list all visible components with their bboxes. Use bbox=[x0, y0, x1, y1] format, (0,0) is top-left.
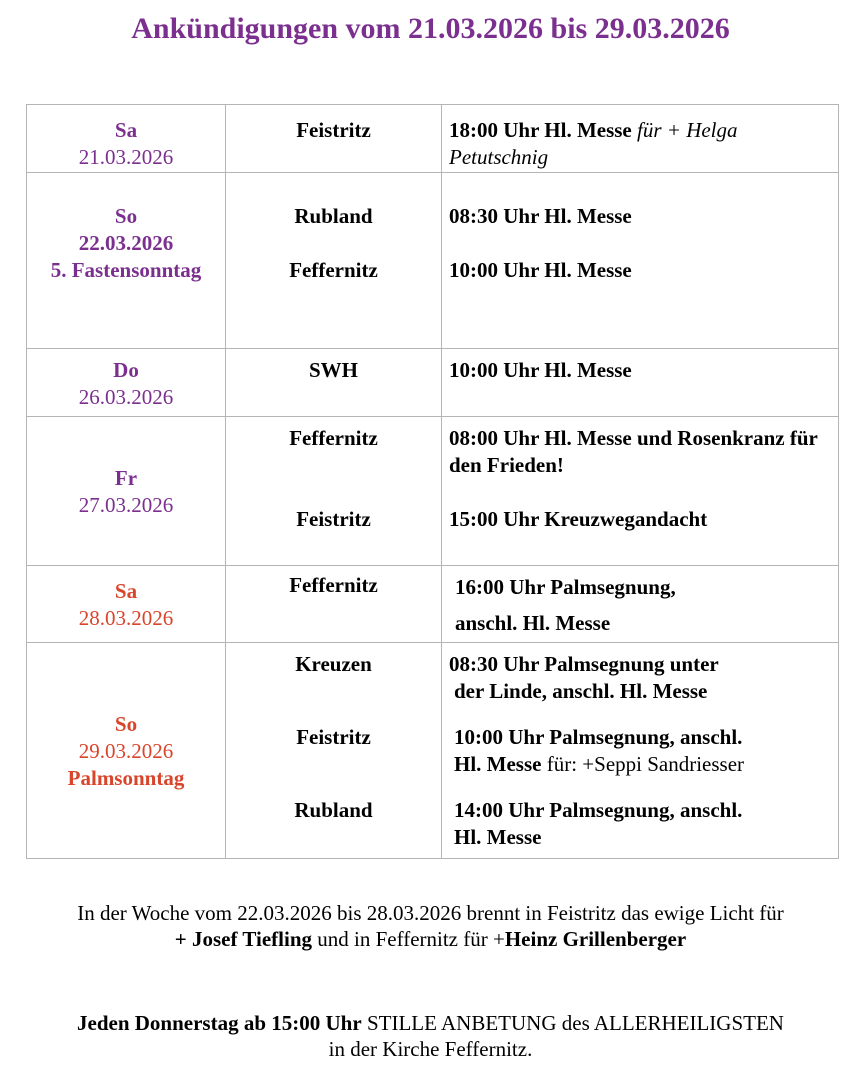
date: 28.03.2026 bbox=[78, 606, 174, 630]
location: Kreuzen bbox=[295, 652, 372, 676]
location: Feistritz bbox=[296, 118, 371, 142]
adoration-line-2: in der Kirche Feffernitz. bbox=[328, 1037, 533, 1061]
service: Hl. Messe bbox=[454, 825, 542, 849]
page-title: Ankündigungen vom 21.03.2026 bis 29.03.2026 bbox=[131, 12, 730, 45]
day-cell bbox=[27, 643, 226, 859]
service-time: 18:00 Uhr Hl. Messe bbox=[449, 118, 638, 142]
date: 26.03.2026 bbox=[78, 385, 174, 409]
location-cell bbox=[226, 173, 442, 349]
location: Feistritz bbox=[296, 725, 371, 749]
service: 08:30 Uhr Hl. Messe bbox=[449, 204, 632, 228]
location: Rubland bbox=[294, 798, 373, 822]
service: 10:00 Uhr Hl. Messe bbox=[449, 358, 632, 382]
service: 15:00 Uhr Kreuzwegandacht bbox=[449, 507, 708, 531]
date: 21.03.2026 bbox=[78, 145, 174, 169]
service bbox=[449, 751, 838, 778]
table-row bbox=[27, 566, 839, 643]
occasion: Palmsonntag bbox=[67, 766, 185, 790]
service-intention: für + Helga Petutschnig bbox=[449, 118, 738, 169]
day-cell bbox=[27, 105, 226, 173]
location: Feffernitz bbox=[289, 573, 378, 597]
location-cell bbox=[226, 417, 442, 566]
location: Feffernitz bbox=[289, 258, 378, 282]
location-cell bbox=[226, 643, 442, 859]
weekday: Fr bbox=[114, 466, 138, 490]
date: 22.03.2026 bbox=[78, 231, 174, 255]
table-row bbox=[27, 643, 839, 859]
eternal-light-line-2 bbox=[0, 926, 861, 952]
date: 27.03.2026 bbox=[78, 493, 174, 517]
service-cell bbox=[442, 566, 839, 643]
table-row bbox=[27, 349, 839, 417]
weekday: Do bbox=[113, 358, 139, 382]
name-1: + Josef Tiefling bbox=[174, 927, 312, 951]
service-cell bbox=[442, 349, 839, 417]
service: anschl. Hl. Messe bbox=[455, 611, 611, 635]
location-cell bbox=[226, 105, 442, 173]
weekday: Sa bbox=[114, 579, 138, 603]
adoration-time: Jeden Donnerstag ab 15:00 Uhr bbox=[77, 1011, 362, 1035]
service-cell bbox=[442, 105, 839, 173]
table-row bbox=[27, 417, 839, 566]
day-cell bbox=[27, 173, 226, 349]
eternal-light-notice bbox=[0, 900, 861, 952]
service-cell bbox=[442, 417, 839, 566]
weekday: So bbox=[114, 204, 138, 228]
date: 29.03.2026 bbox=[78, 739, 174, 763]
location: Feistritz bbox=[296, 507, 371, 531]
adoration-notice bbox=[0, 1010, 861, 1062]
day-cell bbox=[27, 349, 226, 417]
service: 08:00 Uhr Hl. Messe und Rosenkranz für den Frieden! bbox=[449, 426, 818, 477]
service: 14:00 Uhr Palmsegnung, anschl. bbox=[454, 798, 743, 822]
service: 16:00 Uhr Palmsegnung, bbox=[455, 575, 676, 599]
adoration-line-1 bbox=[0, 1010, 861, 1036]
location: SWH bbox=[308, 358, 358, 382]
occasion: 5. Fastensonntag bbox=[50, 258, 202, 282]
table-row bbox=[27, 105, 839, 173]
location-cell bbox=[226, 566, 442, 643]
service-cell bbox=[442, 173, 839, 349]
adoration-text: STILLE ANBETUNG des ALLERHEILIGSTEN bbox=[361, 1011, 784, 1035]
eternal-light-line-1: In der Woche vom 22.03.2026 bis 28.03.2026 brennt in Feistritz das ewige Licht für bbox=[77, 901, 784, 925]
location-cell bbox=[226, 349, 442, 417]
service-cell bbox=[442, 643, 839, 859]
service: 10:00 Uhr Hl. Messe bbox=[449, 258, 632, 282]
schedule-table bbox=[26, 104, 839, 859]
day-cell bbox=[27, 566, 226, 643]
service: 10:00 Uhr Palmsegnung, anschl. bbox=[454, 725, 743, 749]
service-intention: für: +Seppi Sandriesser bbox=[541, 752, 745, 776]
weekday: So bbox=[114, 712, 138, 736]
weekday: Sa bbox=[114, 118, 138, 142]
service: der Linde, anschl. Hl. Messe bbox=[454, 679, 708, 703]
table-row bbox=[27, 173, 839, 349]
service: 08:30 Uhr Palmsegnung unter bbox=[449, 652, 719, 676]
location: Feffernitz bbox=[289, 426, 378, 450]
connector: und in Feffernitz für + bbox=[312, 927, 505, 951]
day-cell bbox=[27, 417, 226, 566]
name-2: Heinz Grillenberger bbox=[504, 927, 687, 951]
service-part: Hl. Messe bbox=[454, 752, 542, 776]
location: Rubland bbox=[294, 204, 373, 228]
